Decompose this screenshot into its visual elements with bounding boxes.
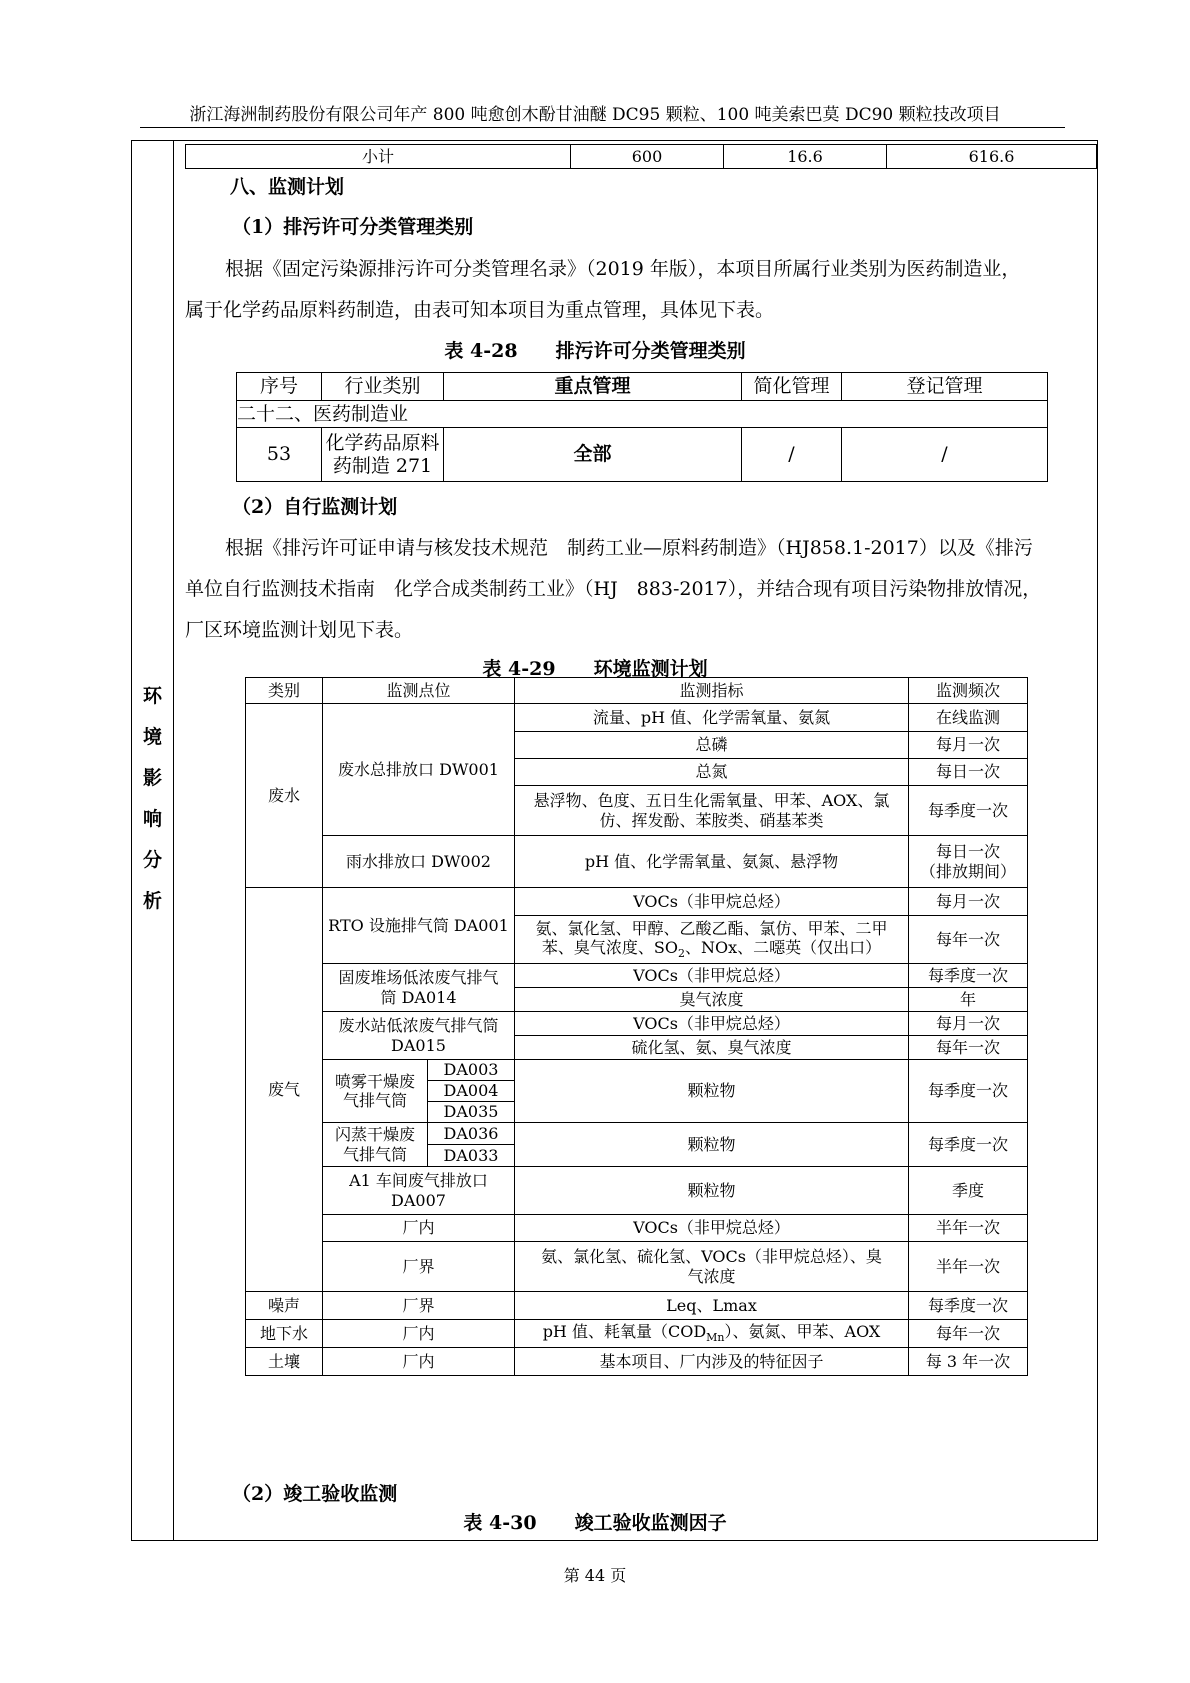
subtotal-value: 600 xyxy=(571,145,724,169)
table-cell xyxy=(322,428,444,482)
indicator-cell: Leq、Lmax xyxy=(515,1292,909,1320)
outlet-id: DA004 xyxy=(428,1081,515,1102)
frequency-cell: 每 3 年一次 xyxy=(909,1348,1028,1376)
frequency-cell: 半年一次 xyxy=(909,1215,1028,1242)
table-header-cell: 监测指标 xyxy=(515,678,909,704)
group-row: 二十二、医药制造业 xyxy=(237,401,1048,428)
indicator-cell: 流量、pH 值、化学需氧量、氨氮 xyxy=(515,704,909,732)
subtotal-table xyxy=(185,144,1097,169)
table-header-cell: 类别 xyxy=(246,678,323,704)
frequency-cell: 每季度一次 xyxy=(909,964,1028,988)
frequency-cell: 每季度一次 xyxy=(909,1123,1028,1167)
cell-line: 药制造 271 xyxy=(332,454,433,477)
cell-line: （排放期间） xyxy=(920,861,1017,881)
outlet-id: DA035 xyxy=(428,1102,515,1123)
side-char: 响 xyxy=(142,808,162,830)
cell-line xyxy=(517,938,906,960)
frequency-cell xyxy=(909,836,1028,888)
category-cell: 地下水 xyxy=(246,1320,323,1348)
frequency-cell: 每月一次 xyxy=(909,732,1028,759)
side-char: 析 xyxy=(142,890,162,912)
table-4-28 xyxy=(236,372,1048,482)
location-cell: RTO 设施排气筒 DA001 xyxy=(323,888,515,964)
location-cell xyxy=(323,1012,515,1060)
subsection-heading: （2）自行监测计划 xyxy=(232,496,398,518)
outlet-id: DA003 xyxy=(428,1060,515,1081)
location-cell: 废水总排放口 DW001 xyxy=(323,704,515,836)
cell-line: 固废堆场低浓废气排气 xyxy=(338,968,499,988)
frequency-cell: 每日一次 xyxy=(909,759,1028,786)
side-char: 境 xyxy=(142,726,162,748)
header-rule xyxy=(140,127,1065,128)
indicator-cell: 颗粒物 xyxy=(515,1123,909,1167)
indicator-cell xyxy=(515,1242,909,1292)
frequency-cell: 每年一次 xyxy=(909,1036,1028,1060)
table-caption: 表 4-30 竣工验收监测因子 xyxy=(463,1512,727,1534)
table-header-cell: 登记管理 xyxy=(842,373,1048,401)
cell-line: 氨、氯化氢、甲醇、乙酸乙酯、氯仿、甲苯、二甲 xyxy=(535,918,888,938)
indicator-cell: 硫化氢、氨、臭气浓度 xyxy=(515,1036,909,1060)
frequency-cell: 每季度一次 xyxy=(909,1292,1028,1320)
frequency-cell: 每季度一次 xyxy=(909,786,1028,836)
table-4-29 xyxy=(245,677,1028,1376)
subsection-heading: （2）竣工验收监测 xyxy=(232,1483,398,1505)
table-cell: 全部 xyxy=(444,428,742,482)
indicator-cell: 臭气浓度 xyxy=(515,988,909,1012)
frequency-cell: 每年一次 xyxy=(909,916,1028,964)
cell-line: 喷雾干燥废 xyxy=(334,1071,415,1091)
frequency-cell: 每季度一次 xyxy=(909,1060,1028,1123)
cell-line: 化学药品原料 xyxy=(325,431,440,454)
frequency-cell: 季度 xyxy=(909,1167,1028,1215)
page-number: 第 44 页 xyxy=(563,1566,627,1585)
cell-text: ）、氨氮、甲苯、AOX xyxy=(724,1322,881,1342)
subtotal-value: 16.6 xyxy=(724,145,887,169)
location-cell xyxy=(323,964,515,1012)
indicator-cell xyxy=(515,786,909,836)
indicator-cell: VOCs（非甲烷总烃） xyxy=(515,888,909,916)
category-cell: 废水 xyxy=(246,704,323,888)
cell-line: 气排气筒 xyxy=(342,1091,407,1110)
indicator-cell xyxy=(515,1320,909,1348)
cell-line: A1 车间废气排放口 xyxy=(349,1171,488,1191)
indicator-cell: 总氮 xyxy=(515,759,909,786)
location-cell xyxy=(323,1167,515,1215)
subtotal-value: 616.6 xyxy=(887,145,1097,169)
outlet-id: DA036 xyxy=(428,1123,515,1145)
cell-text: 、NOx、二噁英（仅出口） xyxy=(684,937,882,957)
location-cell xyxy=(323,1060,428,1123)
cell-line: 每日一次 xyxy=(936,842,1001,862)
paragraph-line: 属于化学药品原料药制造，由表可知本项目为重点管理，具体见下表。 xyxy=(185,299,775,321)
paragraph-line: 根据《固定污染源排污许可分类管理名录》（2019 年版），本项目所属行业类别为医药制造业， xyxy=(225,258,1021,280)
table-caption: 表 4-29 环境监测计划 xyxy=(482,658,708,680)
indicator-cell: 颗粒物 xyxy=(515,1167,909,1215)
table-cell: 53 xyxy=(237,428,322,482)
indicator-cell: 颗粒物 xyxy=(515,1060,909,1123)
frequency-cell: 每年一次 xyxy=(909,1320,1028,1348)
location-cell: 厂内 xyxy=(323,1348,515,1376)
table-header-cell: 重点管理 xyxy=(444,373,742,401)
cell-line: 筒 DA014 xyxy=(380,987,457,1007)
paragraph-line: 根据《排污许可证申请与核发技术规范 制药工业—原料药制造》（HJ858.1-2017）以及《排污 xyxy=(225,537,1033,559)
location-cell xyxy=(323,1123,428,1167)
page-header: 浙江海洲制药股份有限公司年产 800 吨愈创木酚甘油醚 DC95 颗粒、100 吨美索巴莫 DC90 颗粒技改项目 xyxy=(189,105,1001,125)
location-cell: 厂内 xyxy=(323,1320,515,1348)
table-header-cell: 监测点位 xyxy=(323,678,515,704)
cell-text: 苯、臭气浓度、SO xyxy=(541,937,678,957)
cell-line: 悬浮物、色度、五日生化需氧量、甲苯、AOX、氯 xyxy=(533,791,890,811)
indicator-cell: VOCs（非甲烷总烃） xyxy=(515,1012,909,1036)
table-caption: 表 4-28 排污许可分类管理类别 xyxy=(444,340,746,362)
frequency-cell: 每月一次 xyxy=(909,888,1028,916)
table-header-cell: 行业类别 xyxy=(322,373,444,401)
subtotal-label: 小计 xyxy=(186,145,571,169)
side-char: 环 xyxy=(142,685,162,707)
cell-line: 气排气筒 xyxy=(342,1144,407,1164)
side-char: 分 xyxy=(142,849,162,871)
indicator-cell xyxy=(515,916,909,964)
frequency-cell: 年 xyxy=(909,988,1028,1012)
cell-text: pH 值、耗氧量（COD xyxy=(542,1322,707,1342)
paragraph-line: 单位自行监测技术指南 化学合成类制药工业》（HJ 883-2017），并结合现有项目污染物排放情况， xyxy=(185,578,1042,600)
cell-line: DA015 xyxy=(391,1035,446,1055)
cell-line: 废水站低浓废气排气筒 xyxy=(338,1016,499,1036)
table-header-cell: 监测频次 xyxy=(909,678,1028,704)
category-cell: 土壤 xyxy=(246,1348,323,1376)
subsection-heading: （1）排污许可分类管理类别 xyxy=(232,216,474,238)
table-cell: / xyxy=(742,428,842,482)
cell-line: 氨、氯化氢、硫化氢、VOCs（非甲烷总烃）、臭 xyxy=(541,1247,882,1267)
cell-line: DA007 xyxy=(391,1190,446,1210)
indicator-cell: VOCs（非甲烷总烃） xyxy=(515,1215,909,1242)
indicator-cell: VOCs（非甲烷总烃） xyxy=(515,964,909,988)
category-cell: 噪声 xyxy=(246,1292,323,1320)
cell-line: 仿、挥发酚、苯胺类、硝基苯类 xyxy=(599,810,824,830)
side-label xyxy=(132,676,173,922)
section-heading: 八、监测计划 xyxy=(230,176,345,198)
location-cell: 厂界 xyxy=(323,1292,515,1320)
outlet-id: DA033 xyxy=(428,1145,515,1167)
indicator-cell: pH 值、化学需氧量、氨氮、悬浮物 xyxy=(515,836,909,888)
cell-line: 闪蒸干燥废 xyxy=(334,1125,415,1145)
cell-line: 气浓度 xyxy=(687,1266,736,1286)
table-header-cell: 简化管理 xyxy=(742,373,842,401)
frequency-cell: 每月一次 xyxy=(909,1012,1028,1036)
frequency-cell: 在线监测 xyxy=(909,704,1028,732)
indicator-cell: 总磷 xyxy=(515,732,909,759)
category-cell: 废气 xyxy=(246,888,323,1292)
location-cell: 雨水排放口 DW002 xyxy=(323,836,515,888)
table-header-cell: 序号 xyxy=(237,373,322,401)
frequency-cell: 半年一次 xyxy=(909,1242,1028,1292)
indicator-cell: 基本项目、厂内涉及的特征因子 xyxy=(515,1348,909,1376)
location-cell: 厂内 xyxy=(323,1215,515,1242)
subscript: Mn xyxy=(706,1331,725,1345)
table-cell: / xyxy=(842,428,1048,482)
paragraph-line: 厂区环境监测计划见下表。 xyxy=(185,619,414,641)
side-char: 影 xyxy=(142,767,162,789)
subscript: 2 xyxy=(677,947,685,961)
location-cell: 厂界 xyxy=(323,1242,515,1292)
